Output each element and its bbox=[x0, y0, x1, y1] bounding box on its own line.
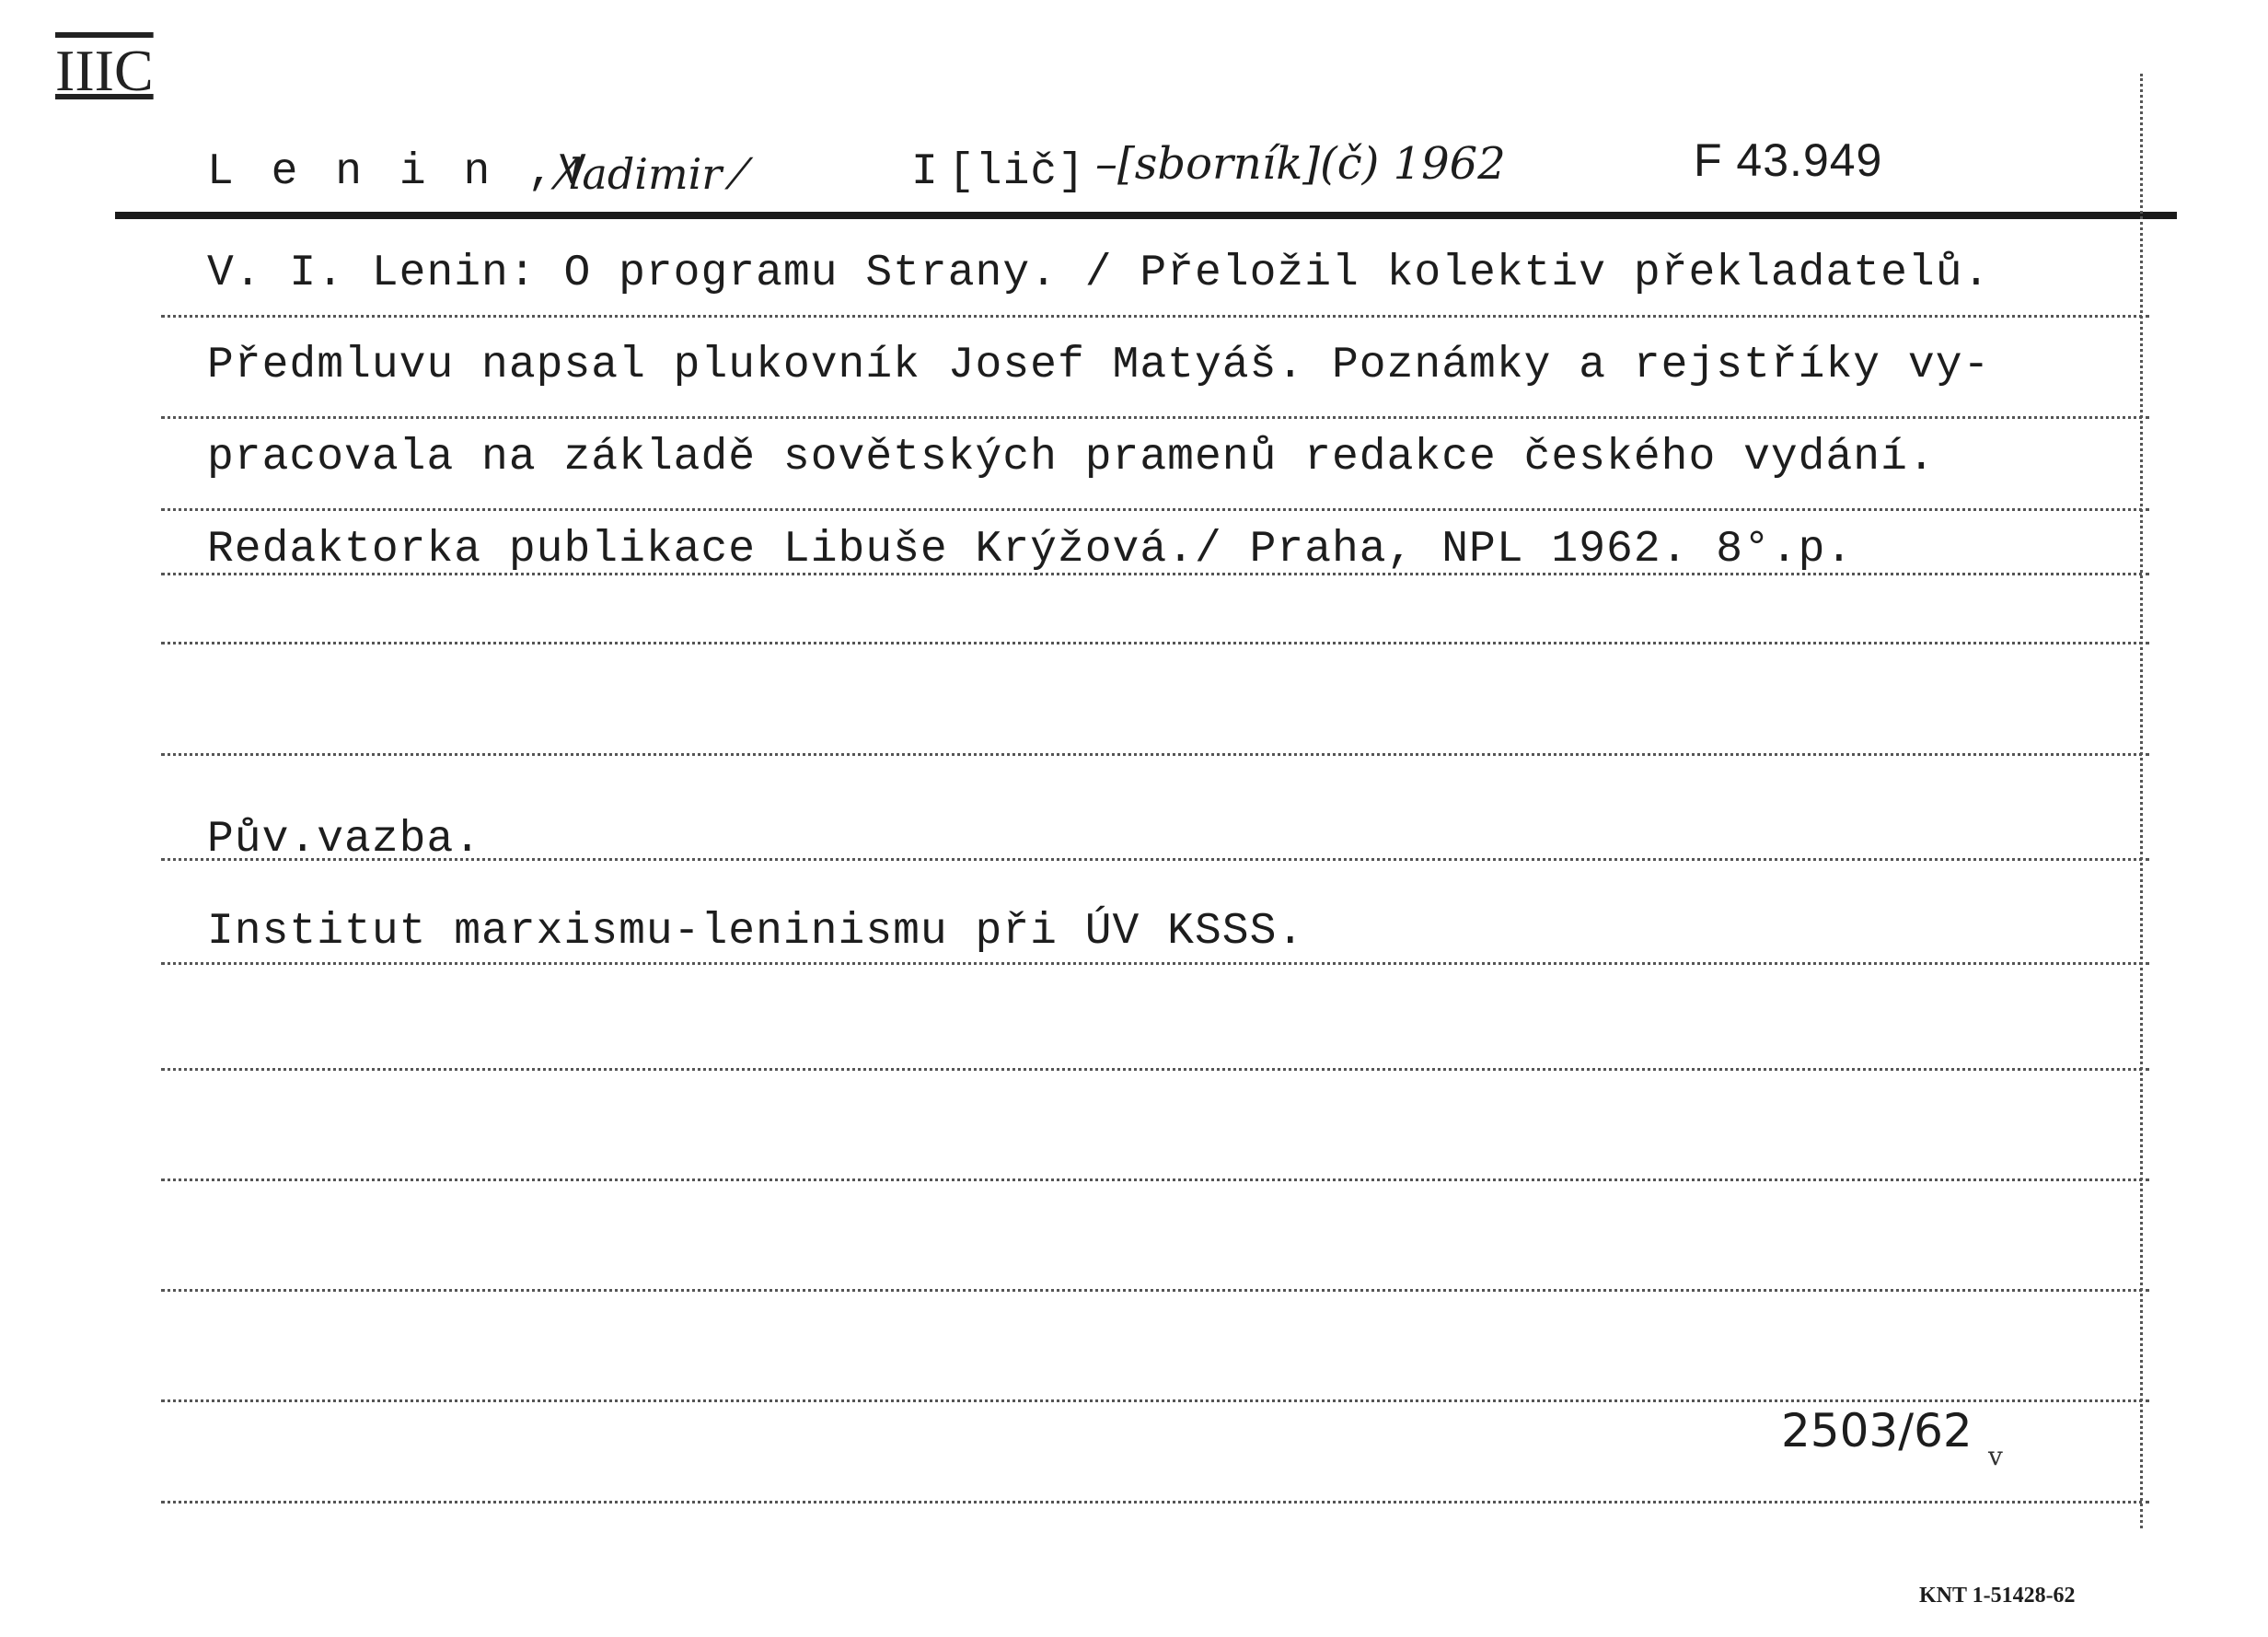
body-line-1: V. I. Lenin: O programu Strany. / Přeložil kolektiv překladatelů. bbox=[207, 249, 1991, 298]
body-line-2: Předmluvu napsal plukovník Josef Matyáš. Poznámky a rejstříky vy- bbox=[207, 341, 1991, 390]
provenance-note: Institut marxismu-leninismu při ÚV KSSS. bbox=[207, 907, 1305, 957]
patronymic-typed: I bbox=[911, 147, 939, 197]
accession-check-mark: v bbox=[1988, 1441, 2003, 1471]
rule-line bbox=[161, 962, 2149, 965]
rule-line bbox=[161, 753, 2149, 756]
binding-note: Pův.vazba. bbox=[207, 815, 482, 865]
heading-author bbox=[207, 147, 592, 197]
form-code: KNT 1-51428-62 bbox=[1919, 1584, 2076, 1608]
right-margin-rule bbox=[2140, 74, 2143, 1528]
rule-line bbox=[161, 1399, 2149, 1402]
catalog-number: F 43.949 bbox=[1694, 134, 1883, 186]
author-typed: L e n i n ,V bbox=[207, 147, 592, 197]
rule-line bbox=[161, 508, 2149, 511]
patronymic-handwritten: [lič] bbox=[948, 147, 1086, 197]
rule-line bbox=[161, 642, 2149, 644]
rule-line bbox=[161, 1501, 2149, 1503]
rule-line bbox=[161, 858, 2149, 861]
body-line-3: pracovala na základě sovětských pramenů redakce českého vydání. bbox=[207, 433, 1936, 482]
rule-line bbox=[161, 416, 2149, 419]
shelf-mark: IIIC bbox=[55, 38, 154, 103]
rule-line bbox=[161, 315, 2149, 318]
heading-rule bbox=[115, 212, 2177, 219]
rule-line bbox=[161, 1068, 2149, 1071]
body-line-4: Redaktorka publikace Libuše Krýžová./ Praha, NPL 1962. 8°.p. bbox=[207, 525, 1854, 575]
rule-line bbox=[161, 1178, 2149, 1181]
accession-number: 2503/62 bbox=[1781, 1404, 1973, 1457]
rule-line bbox=[161, 1289, 2149, 1292]
collection-note: –[sborník](č) 1962 bbox=[1095, 138, 1506, 190]
author-handwritten: ⁄ladimir ⁄ bbox=[561, 149, 743, 199]
rule-line bbox=[161, 573, 2149, 575]
